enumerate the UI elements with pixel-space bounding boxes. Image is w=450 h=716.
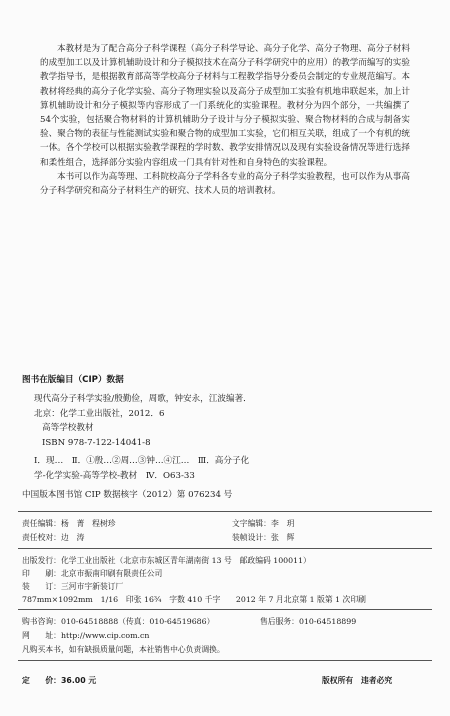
proofreader-value: 边 涛 — [60, 533, 85, 542]
cover-designer — [232, 532, 294, 543]
cip-line-3: 高等学校教材 — [42, 423, 94, 434]
divider-2 — [18, 548, 432, 549]
divider-3 — [18, 609, 432, 610]
responsible-editor-value: 杨 菁 程树珍 — [60, 519, 116, 528]
intro-text — [40, 42, 410, 198]
after-sales-hotline: 售后服务：010-64518899 — [260, 617, 357, 626]
proofreader-label: 责任校对： — [22, 533, 61, 542]
divider-4 — [18, 660, 432, 661]
cover-designer-label: 装帧设计： — [232, 533, 271, 542]
cip-line-1: 现代高分子科学实验/殷勤俭，周歌，钟安永，江波编著． — [34, 394, 252, 404]
quality-notice: 凡购买本书，如有缺损质量问题，本社销售中心负责调换。 — [22, 645, 225, 654]
print-specs: 787mm×1092mm 1/16 印张 16¾ 字数 410 千字 2012 年 7 月北京第 1 版第 1 次印刷 — [22, 595, 366, 604]
text-editor-label: 文字编辑： — [232, 519, 271, 528]
cip-line-5: Ⅰ．现… Ⅱ．①殷…②周…③钟…④江… Ⅲ．高分子化 — [34, 456, 250, 467]
website: 网 址：http://www.cip.com.cn — [22, 631, 150, 640]
intro-paragraph-1: 本教材是为了配合高分子科学课程（高分子科学导论、高分子化学、高分子物理、高分子材料的成型加工以及计算机辅助设计和分子模拟技术在高分子科学研究中的应用）的教学而编写的实验教学指导书，是根据教育部高等学校高分子材料与工程教学指导分委员会制定的专业规范编写。本教材将经典的高分子化学实验、高分子物理实验以及高分子成型加工实验有机地串联起来，加上计算机辅助设计和分子模拟等内容形成了一门系统化的实验课程。教材分为四个部分，一共编撰了54个实验，包括聚合物材料的计算机辅助分子设计与分子模拟实验、聚合物材料的合成与制备实验、聚合物的表征与性能测试实验和聚合物的成型加工实验，它们相互关联，组成了一个有机的统一体。各个学校可以根据实验教学课程的学时数、教学安排情况以及现有实验设备情况等进行选择和柔性组合，选择部分实验内容组成一门具有针对性和自身特色的实验课程。 — [40, 44, 410, 168]
cover-designer-value: 张 辉 — [270, 533, 295, 542]
purchase-hotline: 购书咨询：010-64518888（传真：010-64519686） — [22, 617, 215, 626]
responsible-editor-label: 责任编辑： — [22, 519, 61, 528]
price: 定 价：36.00 元 — [22, 676, 97, 685]
proofreader — [22, 532, 84, 543]
cip-line-6: 学-化学实验-高等学校-教材 Ⅳ．O63-33 — [34, 470, 195, 481]
text-editor — [232, 518, 294, 529]
responsible-editor — [22, 518, 116, 529]
copyright-notice: 版权所有 违者必究 — [322, 676, 393, 685]
cip-catalog-number: 中国版本图书馆 CIP 数据核字（2012）第 076234 号 — [22, 490, 233, 500]
divider-1 — [18, 511, 432, 512]
text-editor-value: 李 玥 — [270, 519, 295, 528]
cip-line-4: ISBN 978-7-122-14041-8 — [42, 437, 151, 448]
publisher-info: 出版发行：化学工业出版社（北京市东城区青年湖南街 13 号 邮政编码 100011） — [22, 556, 311, 565]
cip-block — [34, 392, 424, 484]
cip-line-2: 北京：化学工业出版社，2012．6 — [34, 408, 165, 419]
cip-heading: 图书在版编目（CIP）数据 — [22, 375, 124, 385]
binder-info: 装 订：三河市宇新装订厂 — [22, 582, 124, 591]
intro-paragraph-2: 本书可以作为高等理、工科院校高分子学科各专业的高分子科学实验教程，也可以作为从事高分子科学研究和高分子材料生产的研究、技术人员的培训教材。 — [40, 171, 410, 197]
printer-info: 印 刷：北京市振南印刷有限责任公司 — [22, 569, 163, 578]
